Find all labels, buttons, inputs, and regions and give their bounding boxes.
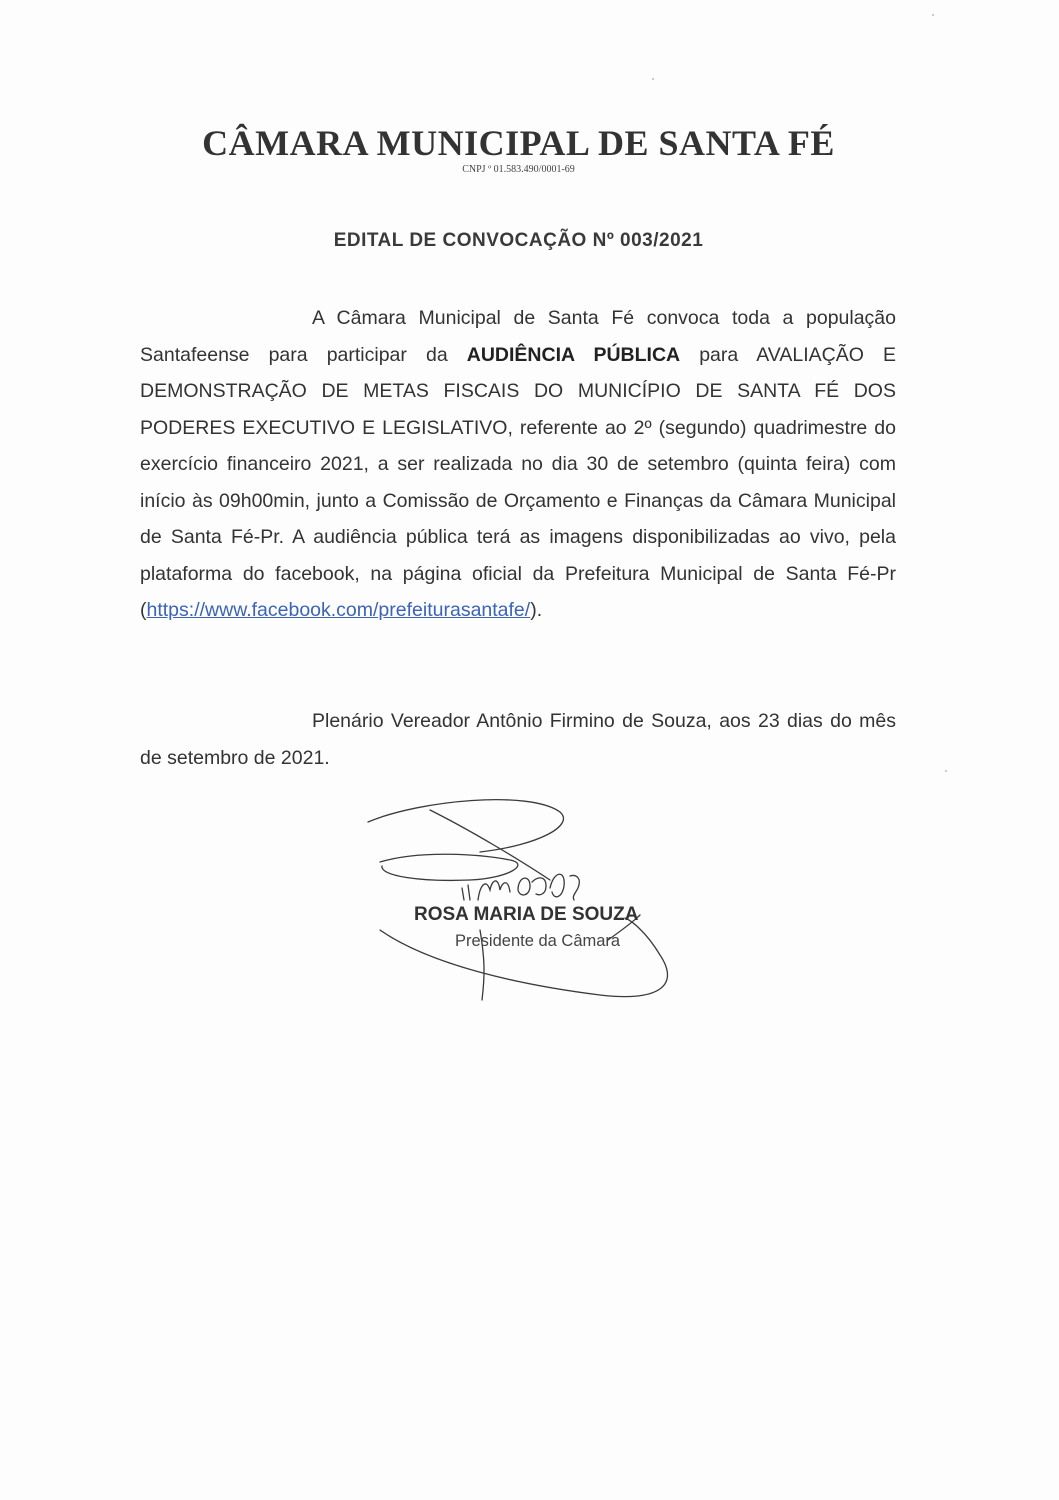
institution-cnpj: CNPJ º 01.583.490/0001-69 (462, 164, 575, 175)
facebook-link[interactable]: https://www.facebook.com/prefeiturasantafe/ (146, 599, 531, 621)
closing-text: Plenário Vereador Antônio Firmino de Souza, aos 23 dias do mês de setembro de 2021. (140, 710, 896, 769)
signer-role: Presidente da Câmara (455, 932, 621, 950)
signer-name: ROSA MARIA DE SOUZA (414, 904, 639, 925)
document-title: EDITAL DE CONVOCAÇÃO Nº 003/2021 (333, 230, 704, 251)
scan-speck (945, 770, 947, 772)
scan-speck (652, 78, 654, 80)
paragraph-bold-text: AUDIÊNCIA PÚBLICA (466, 343, 681, 366)
paragraph-text-2: para AVALIAÇÃO E DEMONSTRAÇÃO DE METAS FISCAIS DO MUNICÍPIO DE SANTA FÉ DOS PODERES EXECUTIVO E LEGISLATIVO, referente ao 2º (segundo) quadrimestre do exercício financeiro 2021, a ser realizada no dia 30 de setembro (quinta feira) com início às 09h00min, junto a Comissão de Orçamento e Finanças da Câmara Municipal de Santa Fé-Pr. A audiência pública terá as imagens disponibilizadas ao vivo, pela plataforma do facebook, na página oficial da Prefeitura Municipal de Santa Fé-Pr ( (140, 343, 896, 621)
paragraph-text-3: ). (530, 599, 543, 621)
closing-paragraph (140, 703, 896, 776)
institution-title: CÂMARA MUNICIPAL DE SANTA FÉ (202, 123, 835, 163)
paragraph-text-1: A Câmara Municipal de Santa Fé convoca toda a população Santafeense para participar da (140, 307, 896, 366)
scan-speck (932, 14, 934, 16)
convocation-paragraph (140, 300, 896, 629)
